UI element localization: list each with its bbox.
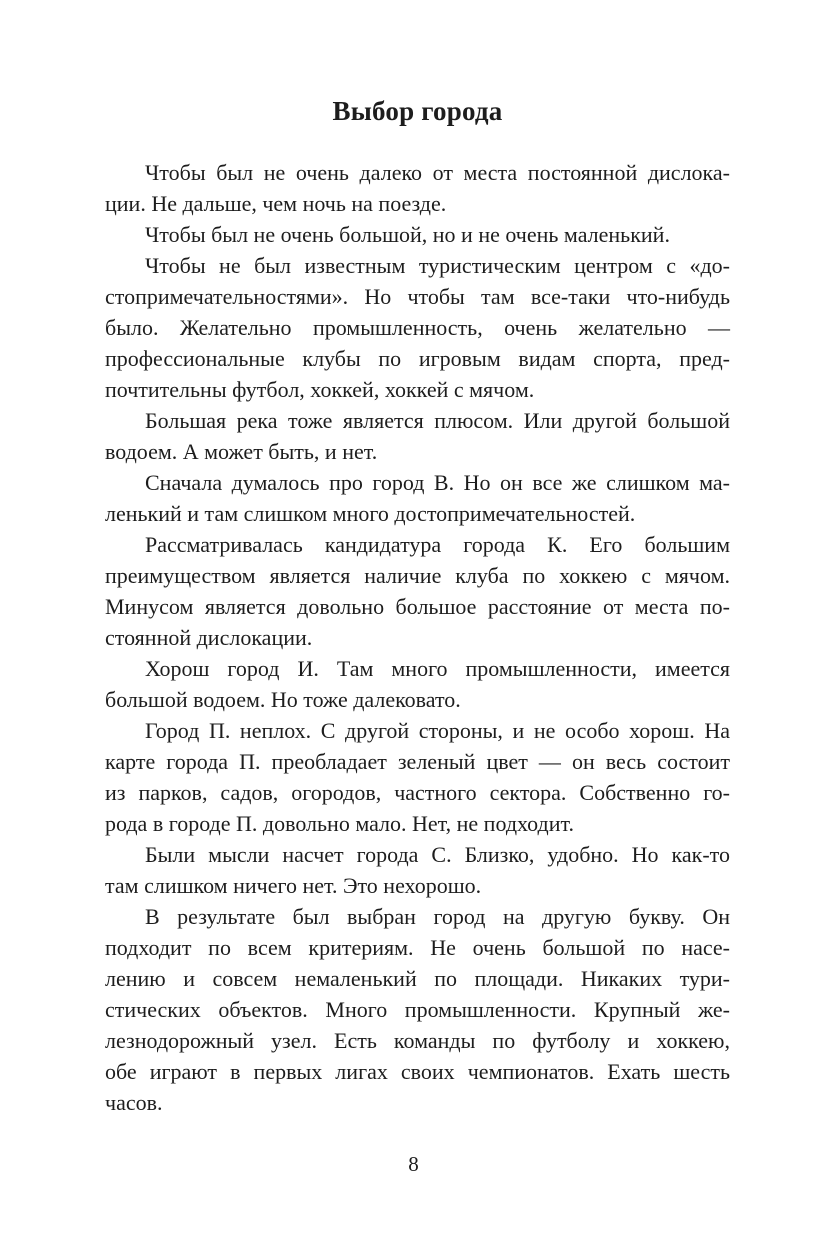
text-line: Минусом является довольно большое расстояние от места по- xyxy=(105,594,730,619)
paragraph xyxy=(105,653,730,715)
paragraph xyxy=(105,250,730,405)
text-line: часов. xyxy=(105,1090,163,1115)
paragraph xyxy=(105,529,730,653)
text-line: Чтобы был не очень большой, но и не очень маленький. xyxy=(145,222,670,247)
paragraph xyxy=(105,901,730,1118)
text-line: Чтобы был не очень далеко от места постоянной дислока- xyxy=(145,160,730,185)
text-line: ции. Не дальше, чем ночь на поезде. xyxy=(105,191,447,216)
text-line: рода в городе П. довольно мало. Нет, не подходит. xyxy=(105,811,574,836)
text-line: Большая река тоже является плюсом. Или другой большой xyxy=(145,408,730,433)
text-line: стоянной дислокации. xyxy=(105,625,313,650)
text-line: В результате был выбран город на другую букву. Он xyxy=(145,904,730,929)
paragraph xyxy=(105,467,730,529)
paragraph xyxy=(105,405,730,467)
paragraph xyxy=(105,715,730,839)
text-line: там слишком ничего нет. Это нехорошо. xyxy=(105,873,482,898)
text-line: Были мысли насчет города С. Близко, удобно. Но как-то xyxy=(145,842,730,867)
text-line: Сначала думалось про город В. Но он все же слишком ма- xyxy=(145,470,730,495)
text-line: стических объектов. Много промышленности. Крупный же- xyxy=(105,997,730,1022)
text-line: Чтобы не был известным туристическим центром с «до- xyxy=(145,253,730,278)
text-line: водоем. А может быть, и нет. xyxy=(105,439,378,464)
text-body xyxy=(105,157,730,1118)
text-line: из парков, садов, огородов, частного сектора. Собственно го- xyxy=(105,780,730,805)
text-line: подходит по всем критериям. Не очень большой по насе- xyxy=(105,935,730,960)
text-line: стопримечательностями». Но чтобы там все-таки что-нибудь xyxy=(105,284,730,309)
text-line: было. Желательно промышленность, очень желательно — xyxy=(105,315,730,340)
text-line: большой водоем. Но тоже далековато. xyxy=(105,687,461,712)
text-line: преимуществом является наличие клуба по хоккею с мячом. xyxy=(105,563,730,588)
text-line: карте города П. преобладает зеленый цвет — он весь состоит xyxy=(105,749,730,774)
text-line: лезнодорожный узел. Есть команды по футболу и хоккею, xyxy=(105,1028,730,1053)
paragraph xyxy=(105,157,730,219)
text-line: Рассматривалась кандидатура города К. Его большим xyxy=(145,532,730,557)
text-line: почтительны футбол, хоккей, хоккей с мячом. xyxy=(105,377,535,402)
text-line: Город П. неплох. С другой стороны, и не особо хорош. На xyxy=(145,718,730,743)
chapter-title: Выбор города xyxy=(332,96,503,126)
paragraph xyxy=(105,219,730,250)
text-column xyxy=(105,96,730,1118)
text-line: обе играют в первых лигах своих чемпионатов. Ехать шесть xyxy=(105,1059,730,1084)
text-line: профессиональные клубы по игровым видам спорта, пред- xyxy=(105,346,730,371)
text-line: лению и совсем немаленький по площади. Никаких тури- xyxy=(105,966,730,991)
text-line: ленький и там слишком много достопримечательностей. xyxy=(105,501,636,526)
text-line: Хорош город И. Там много промышленности, имеется xyxy=(145,656,730,681)
page-number: 8 xyxy=(408,1152,419,1176)
paragraph xyxy=(105,839,730,901)
